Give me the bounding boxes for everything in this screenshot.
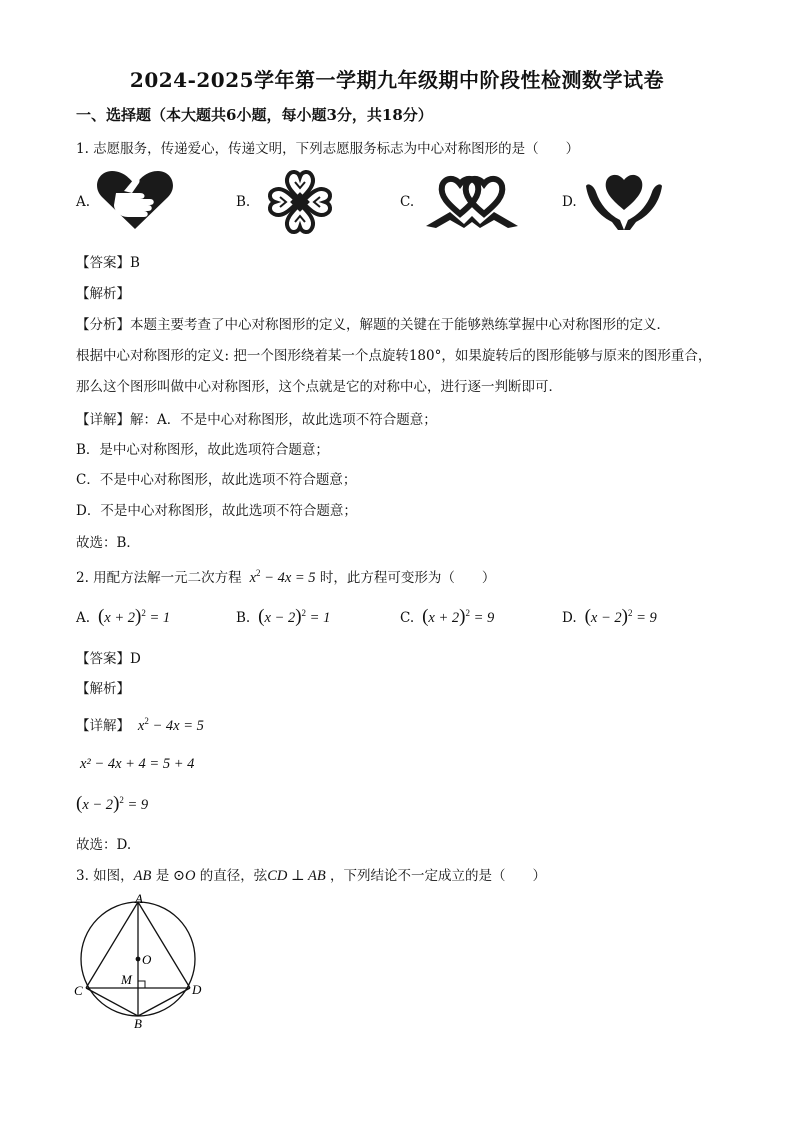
- figure-label-d: D: [192, 982, 202, 997]
- clover-hearts-icon: [262, 166, 338, 238]
- q1-detail-line-c: C．不是中心对称图形，故此选项不符合题意；: [76, 472, 357, 488]
- circle-geometry-figure: [74, 892, 214, 1032]
- q1-conclusion: 故选：B．: [76, 535, 140, 551]
- q1-analysis-line-2: 根据中心对称图形的定义: 把一个图形绕着某一个点旋转180°，如果旋转后的图形能够与原来的图形重合，: [76, 348, 712, 364]
- q3-stem-mid2: 的直径，弦: [199, 868, 268, 884]
- q3-stem-suffix: ，下列结论不一定成立的是（ ）: [330, 868, 547, 884]
- q2-stem: [76, 566, 495, 587]
- heart-in-hands-icon: [582, 170, 666, 234]
- q2-option-a-rhs: 1: [162, 610, 171, 626]
- q2-detail-line-2: x² − 4x + 4 = 5 + 4: [80, 756, 195, 772]
- figure-label-o: O: [142, 952, 152, 967]
- figure-label-m: M: [121, 972, 132, 987]
- figure-label-c: C: [74, 983, 83, 998]
- q2-option-d: D. $(x - 2)^2 = 9$: [562, 606, 657, 627]
- q2-answer: 【答案】D: [76, 651, 141, 667]
- q1-analysis-line-1: 【分析】本题主要考查了中心对称图形的定义，解题的关键在于能够熟练掌握中心对称图形的定义．: [76, 317, 670, 333]
- q2-detail-line-3: $(x - 2)^2 = 9$: [76, 793, 149, 814]
- q2-option-c-label: C.: [400, 610, 415, 626]
- q2-option-d-sign: −: [600, 610, 611, 626]
- q2-option-c-sign: +: [438, 610, 449, 626]
- q1-option-c-label: C.: [400, 194, 415, 210]
- q1-option-d-label: D.: [562, 194, 577, 210]
- q2-option-b-sign: −: [274, 610, 285, 626]
- section-heading: 一、选择题（本大题共6小题，每小题3分，共18分）: [76, 106, 433, 124]
- q2-option-a-sign: +: [114, 610, 125, 626]
- q3-stem-prefix: 3. 如图，: [76, 868, 134, 884]
- q2-detail-line-1: 【详解】 $x^2 - 4x = 5$: [76, 716, 204, 734]
- page-title: 2024-2025学年第一学期九年级期中阶段性检测数学试卷: [129, 68, 665, 92]
- q2-stem-suffix: 时，此方程可变形为（ ）: [319, 570, 496, 586]
- q1-option-b-label: B.: [236, 194, 251, 210]
- q2-option-d-label: D.: [562, 610, 577, 626]
- q1-detail-line-b: B．是中心对称图形，故此选项符合题意；: [76, 442, 329, 458]
- q2-option-b: B. $(x - 2)^2 = 1$: [236, 606, 331, 627]
- q2-option-d-rhs: 9: [649, 610, 657, 626]
- q1-stem: 1. 志愿服务，传递爱心，传递文明，下列志愿服务标志为中心对称图形的是（ ）: [76, 141, 580, 157]
- q1-answer: 【答案】B: [76, 255, 140, 271]
- q2-analysis-heading: 【解析】: [76, 681, 130, 697]
- q2-option-c: C. $(x + 2)^2 = 9$: [400, 606, 495, 627]
- figure-label-a: A: [135, 892, 143, 906]
- q2-option-a: A. $(x + 2)^2 = 1$: [76, 606, 171, 627]
- q2-stem-prefix: 2. 用配方法解一元二次方程: [76, 570, 242, 586]
- q1-option-a-label: A.: [76, 194, 91, 210]
- q3-stem: 3. 如图，AB 是 ⊙O 的直径，弦CD ⊥ AB ，下列结论不一定成立的是（ ）: [76, 868, 547, 884]
- q1-detail-line-a: 【详解】解：A．不是中心对称图形，故此选项不符合题意；: [76, 412, 437, 428]
- q1-analysis-line-3: 那么这个图形叫做中心对称图形，这个点就是它的对称中心，进行逐一判断即可．: [76, 379, 562, 395]
- q2-detail-heading: 【详解】: [76, 718, 130, 734]
- q1-detail-line-d: D．不是中心对称图形，故此选项不符合题意；: [76, 503, 357, 519]
- heart-hand-icon: [94, 167, 176, 233]
- linked-hearts-ribbon-icon: [424, 172, 520, 230]
- q2-option-c-rhs: 9: [487, 610, 495, 626]
- q2-option-b-rhs: 1: [323, 610, 331, 626]
- q3-stem-mid1: 是: [155, 868, 170, 884]
- q2-equation: $x^2 - 4x = 5$: [245, 568, 316, 586]
- q2-option-b-label: B.: [236, 610, 251, 626]
- figure-label-b: B: [134, 1016, 142, 1031]
- q2-option-a-label: A.: [76, 610, 91, 626]
- q2-conclusion: 故选：D.: [76, 837, 132, 853]
- q1-analysis-heading: 【解析】: [76, 286, 130, 302]
